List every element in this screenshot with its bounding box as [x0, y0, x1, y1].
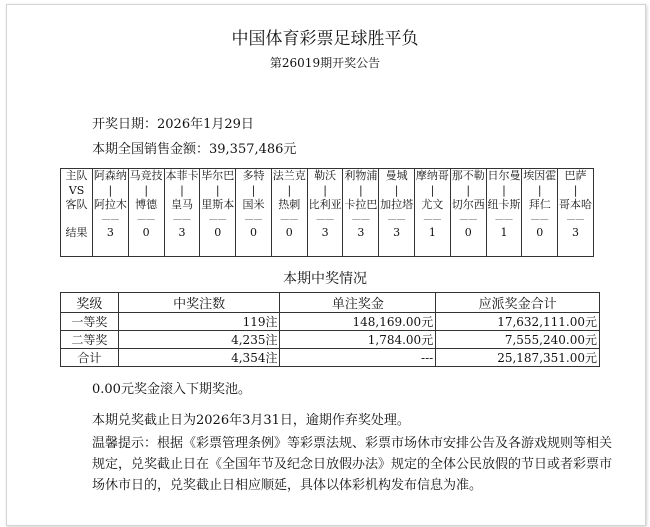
home-team: 巴萨 — [564, 169, 587, 182]
away-team: 国米 — [242, 198, 265, 211]
home-team: 马竞技 — [129, 169, 163, 182]
match-column — [164, 169, 200, 256]
dash-divider: —— — [101, 214, 120, 225]
away-team: 卡拉巴 — [344, 198, 378, 211]
home-team: 勒沃 — [314, 169, 337, 182]
dash-divider: —— — [566, 214, 585, 225]
unit-prize-cell: 148,169.00元 — [280, 313, 436, 331]
warm-tip: 温馨提示：根据《彩票管理条例》等彩票法规、彩票市场休市安排公告及各游戏规则等相关规定，兑奖截止日在《全国年节及纪念日放假办法》规定的全体公民放假的节日或者彩票市场休市日的，兑奖截止日相应顺延，具体以体彩机构发布信息为准。 — [92, 436, 613, 493]
match-result: 1 — [428, 225, 436, 239]
vs-divider: | — [108, 183, 113, 197]
home-team: 摩纳哥 — [415, 169, 449, 182]
level-cell: 合计 — [61, 349, 119, 367]
match-result: 0 — [214, 225, 222, 239]
prize-row-first — [61, 313, 600, 331]
home-team: 曼城 — [385, 169, 408, 182]
home-team: 利物浦 — [344, 169, 378, 182]
match-column — [235, 169, 271, 256]
match-column — [378, 169, 414, 256]
total-cell: 25,187,351.00元 — [436, 349, 600, 367]
match-label-column — [61, 169, 92, 256]
dash-divider: —— — [280, 214, 299, 225]
vs-divider: | — [323, 183, 327, 197]
match-result: 3 — [572, 225, 580, 239]
match-result: 0 — [285, 225, 293, 239]
match-result: 0 — [536, 225, 544, 239]
header-count: 中奖注数 — [118, 293, 280, 313]
issue-subtitle: 第26019期开奖公告 — [269, 56, 381, 70]
away-team: 热刺 — [278, 198, 301, 211]
dash-divider: —— — [530, 214, 549, 225]
prize-header-row — [61, 293, 600, 313]
away-team: 哥本哈 — [559, 198, 593, 211]
match-result: 0 — [142, 225, 150, 239]
vs-divider: | — [359, 183, 363, 197]
home-team: 日尔曼 — [487, 169, 521, 182]
prize-row-second — [61, 331, 600, 349]
vs-divider: | — [144, 183, 149, 197]
vs-divider: | — [287, 183, 292, 197]
home-team: 阿森纳 — [93, 169, 127, 182]
dash-divider: —— — [423, 214, 442, 225]
page-title: 中国体育彩票足球胜平负 — [231, 29, 419, 49]
match-column — [342, 169, 378, 256]
level-cell: 一等奖 — [61, 313, 119, 331]
vs-divider: | — [430, 183, 435, 197]
header-level: 奖级 — [61, 293, 119, 313]
away-team: 尤文 — [421, 198, 444, 211]
draw-date: 开奖日期：2026年1月29日 — [92, 117, 254, 132]
dash-divider: —— — [459, 214, 478, 225]
prize-table — [60, 292, 600, 367]
match-column — [271, 169, 307, 256]
away-team: 加拉塔 — [380, 198, 414, 211]
match-result: 3 — [106, 225, 114, 239]
result-label: 结果 — [65, 225, 88, 239]
total-cell: 17,632,111.00元 — [436, 313, 600, 331]
away-team: 博德 — [135, 198, 158, 211]
dash-divider: —— — [208, 214, 227, 225]
away-team: 拜仁 — [528, 198, 551, 211]
dash-divider: —— — [137, 214, 156, 225]
deadline-note: 本期兑奖截止日为2026年3月31日，逾期作弃奖处理。 — [92, 413, 410, 428]
dash-divider: —— — [494, 214, 513, 225]
dash-divider: —— — [316, 214, 335, 225]
header-unit-prize: 单注奖金 — [280, 293, 436, 313]
vs-divider: | — [502, 183, 506, 197]
rollover-note: 0.00元奖金滚入下期奖池。 — [92, 382, 251, 397]
vs-divider: | — [251, 183, 256, 197]
vs-divider: | — [180, 183, 184, 197]
match-column — [128, 169, 164, 256]
vs-divider: | — [394, 183, 399, 197]
count-cell: 119注 — [118, 313, 280, 331]
home-team: 本菲卡 — [165, 169, 199, 182]
vs-divider: | — [215, 183, 220, 197]
away-team: 阿拉木 — [93, 198, 127, 211]
vs-label: VS — [68, 183, 85, 197]
away-team: 切尔西 — [451, 198, 485, 211]
sales-amount: 本期全国销售金额：39,357,486元 — [92, 142, 297, 157]
vs-divider: | — [537, 183, 542, 197]
vs-divider: | — [573, 183, 578, 197]
match-column — [307, 169, 343, 256]
dash-divider: —— — [387, 214, 406, 225]
match-column — [557, 169, 593, 256]
match-column — [199, 169, 235, 256]
home-team: 多特 — [242, 169, 265, 182]
home-team: 毕尔巴 — [201, 169, 235, 182]
count-cell: 4,354注 — [118, 349, 280, 367]
section-title: 本期中奖情况 — [283, 271, 367, 287]
match-result: 3 — [178, 225, 186, 239]
unit-prize-cell: --- — [280, 349, 436, 367]
home-team: 法兰克 — [272, 169, 306, 182]
vs-divider: | — [466, 183, 471, 197]
header-total: 应派奖金合计 — [436, 293, 600, 313]
home-team: 埃因霍 — [523, 169, 557, 182]
match-result: 3 — [321, 225, 329, 239]
unit-prize-cell: 1,784.00元 — [280, 331, 436, 349]
prize-row-total — [61, 349, 600, 367]
count-cell: 4,235注 — [118, 331, 280, 349]
dash-divider: —— — [244, 214, 263, 225]
away-team: 比利亚 — [308, 198, 342, 211]
home-team: 那不勒 — [451, 169, 485, 182]
match-column — [521, 169, 557, 256]
dash-divider: —— — [172, 214, 191, 225]
match-column — [486, 169, 522, 256]
match-result: 0 — [464, 225, 472, 239]
away-team: 纽卡斯 — [487, 198, 521, 211]
total-cell: 7,555,240.00元 — [436, 331, 600, 349]
match-result: 1 — [500, 225, 508, 239]
away-label: 客队 — [65, 198, 88, 211]
match-result: 0 — [250, 225, 258, 239]
level-cell: 二等奖 — [61, 331, 119, 349]
match-results-table — [60, 168, 594, 257]
match-result: 3 — [357, 225, 365, 239]
dash-divider: —— — [351, 214, 370, 225]
match-result: 3 — [393, 225, 401, 239]
away-team: 里斯本 — [201, 198, 235, 211]
away-team: 皇马 — [170, 198, 193, 211]
home-label: 主队 — [65, 169, 88, 182]
match-column — [450, 169, 486, 256]
match-column — [414, 169, 450, 256]
match-column — [92, 169, 128, 256]
